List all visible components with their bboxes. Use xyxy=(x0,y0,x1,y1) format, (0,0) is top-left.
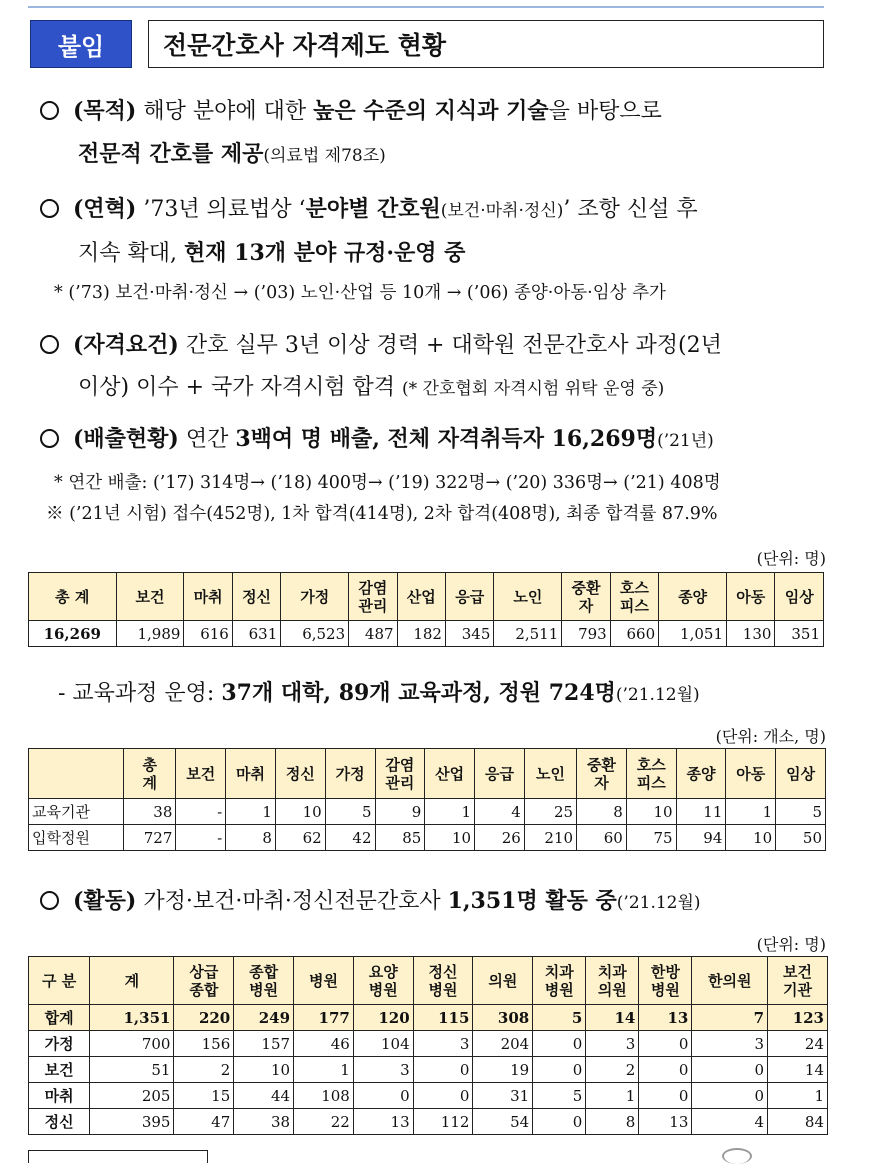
table-cell: 62 xyxy=(275,825,325,851)
table-header-cell: 임상 xyxy=(776,749,826,799)
history-label: (연혁) xyxy=(73,196,137,222)
footer-logo-icon xyxy=(722,1148,752,1164)
table-header-cell: 감염 관리 xyxy=(375,749,425,799)
history-bold: 분야별 간호원 xyxy=(305,196,441,222)
table-cell: 108 xyxy=(294,1083,354,1109)
table-cell: 10 xyxy=(726,825,776,851)
table-cell: 44 xyxy=(234,1083,294,1109)
purpose-text: 해당 분야에 대한 xyxy=(143,99,314,124)
table-cell: 487 xyxy=(349,621,397,647)
table-cell: 8 xyxy=(226,825,276,851)
output-paragraph xyxy=(40,418,830,462)
table-header-cell: 아동 xyxy=(727,573,775,621)
table-cell: 0 xyxy=(692,1083,768,1109)
output-note-1: * 연간 배출: (’17) 314명→ (’18) 400명→ (’19) 322명→ (’20) 336명→ (’21) 408명 xyxy=(54,473,721,493)
table-cell: 727 xyxy=(124,825,176,851)
table-header-cell: 총 계 xyxy=(124,749,176,799)
purpose-bold: 높은 수준의 지식과 기술 xyxy=(313,98,549,124)
table-cell: 가정 xyxy=(29,1031,90,1057)
table-cell: 9 xyxy=(375,799,425,825)
table-cell: 정신 xyxy=(29,1109,90,1135)
table-header-cell: 산업 xyxy=(425,749,475,799)
activity-text: 가정·보건·마취·정신전문간호사 xyxy=(143,889,448,914)
table-cell: 0 xyxy=(639,1083,692,1109)
education-bold: 37개 대학, 89개 교육과정, 정원 724명 xyxy=(221,680,616,706)
table-cell: 3 xyxy=(586,1031,639,1057)
activity-label: (활동) xyxy=(73,888,137,914)
table-header-cell: 가정 xyxy=(281,573,349,621)
table-cell: 249 xyxy=(234,1005,294,1031)
activity-date: (’21.12월) xyxy=(616,893,701,913)
table-cell: 4 xyxy=(692,1109,768,1135)
table-row xyxy=(29,799,826,825)
table-header-cell: 종합 병원 xyxy=(234,957,294,1005)
table-cell: 210 xyxy=(524,825,576,851)
table-cell: 3 xyxy=(692,1031,768,1057)
table-cell: 0 xyxy=(533,1031,586,1057)
output-year: (’21년) xyxy=(657,431,714,451)
table-cell: 합계 xyxy=(29,1005,90,1031)
table-header-cell: 치과 병원 xyxy=(533,957,586,1005)
table-cell: 14 xyxy=(586,1005,639,1031)
table-cell: 631 xyxy=(232,621,280,647)
table-cell: 10 xyxy=(275,799,325,825)
table-cell: 24 xyxy=(768,1031,828,1057)
table-header-cell: 총 계 xyxy=(29,573,117,621)
requirement-label: (자격요건) xyxy=(73,332,179,358)
table-header-cell: 중환 자 xyxy=(562,573,610,621)
table-cell: 1 xyxy=(425,799,475,825)
history-small: (보건·마취·정신) xyxy=(440,201,564,221)
table-cell: 85 xyxy=(375,825,425,851)
table-cell: 1 xyxy=(586,1083,639,1109)
purpose-paragraph xyxy=(40,90,830,177)
table-cell: 1 xyxy=(294,1057,354,1083)
table-cell: 1 xyxy=(768,1083,828,1109)
table-cell: 38 xyxy=(234,1109,294,1135)
circle-bullet-icon xyxy=(40,891,59,910)
table-cell: 0 xyxy=(413,1057,473,1083)
appendix-tag: 붙임 xyxy=(30,20,132,68)
table-header-cell: 감염 관리 xyxy=(349,573,397,621)
purpose-ref: (의료법 제78조) xyxy=(263,146,386,166)
table-header-cell: 의원 xyxy=(473,957,533,1005)
table-cell: 182 xyxy=(397,621,445,647)
table-cell: 104 xyxy=(353,1031,413,1057)
table-cell: 793 xyxy=(562,621,610,647)
table-cell: 0 xyxy=(692,1057,768,1083)
table-row xyxy=(29,1109,828,1135)
table-cell: 0 xyxy=(533,1109,586,1135)
table-cell: 19 xyxy=(473,1057,533,1083)
table-header-cell: 중환 자 xyxy=(577,749,627,799)
table-row xyxy=(29,825,826,851)
table-cell: 60 xyxy=(577,825,627,851)
table-cell: 13 xyxy=(639,1005,692,1031)
output-label: (배출현황) xyxy=(73,426,179,452)
table-cell: 112 xyxy=(413,1109,473,1135)
output-note-2: ※ (’21년 시험) 접수(452명), 1차 합격(414명), 2차 합격(408명), 최종 합격률 87.9% xyxy=(46,504,718,524)
requirement-text-2: 이상) 이수 + 국가 자격시험 합격 xyxy=(78,375,403,400)
table-cell: 7 xyxy=(692,1005,768,1031)
table-row xyxy=(29,1031,828,1057)
table-cell: 5 xyxy=(325,799,375,825)
table-cell: 마취 xyxy=(29,1083,90,1109)
table-cell: 177 xyxy=(294,1005,354,1031)
circle-bullet-icon xyxy=(40,335,59,354)
table-header-cell: 요양 병원 xyxy=(353,957,413,1005)
table-cell: 보건 xyxy=(29,1057,90,1083)
table-header-cell xyxy=(29,749,124,799)
table-header-cell: 보건 xyxy=(176,749,226,799)
table-cell: 204 xyxy=(473,1031,533,1057)
table-cell: 10 xyxy=(234,1057,294,1083)
circle-bullet-icon xyxy=(40,101,59,120)
table-cell: 입학정원 xyxy=(29,825,124,851)
table-header-cell: 한방 병원 xyxy=(639,957,692,1005)
table-cell: - xyxy=(176,799,226,825)
history-text-3: 지속 확대, xyxy=(78,241,184,266)
table-header-cell: 구 분 xyxy=(29,957,90,1005)
table-header-cell: 산업 xyxy=(397,573,445,621)
table-cell: 6,523 xyxy=(281,621,349,647)
top-rule xyxy=(28,6,824,8)
table-cell: 0 xyxy=(413,1083,473,1109)
table-cell: 308 xyxy=(473,1005,533,1031)
table-header-cell: 정신 xyxy=(232,573,280,621)
table-cell: 156 xyxy=(174,1031,234,1057)
table-cell: 395 xyxy=(90,1109,174,1135)
footer-box xyxy=(28,1150,208,1163)
table-cell: 616 xyxy=(184,621,232,647)
table-cell: 50 xyxy=(776,825,826,851)
circle-bullet-icon xyxy=(40,429,59,448)
table3-unit: (단위: 명) xyxy=(756,935,826,954)
table-cell: 13 xyxy=(353,1109,413,1135)
table-cell: 345 xyxy=(445,621,493,647)
table-header-cell: 보건 xyxy=(116,573,184,621)
table-cell: 4 xyxy=(475,799,525,825)
table-header-cell: 노인 xyxy=(494,573,562,621)
table-cell: 14 xyxy=(768,1057,828,1083)
requirement-paragraph xyxy=(40,324,830,410)
table-header-cell: 노인 xyxy=(524,749,576,799)
table-cell: 16,269 xyxy=(29,621,117,647)
table-cell: 3 xyxy=(353,1057,413,1083)
table-row xyxy=(29,1083,828,1109)
table-cell: 54 xyxy=(473,1109,533,1135)
education-table xyxy=(28,748,826,851)
table-cell: 0 xyxy=(533,1057,586,1083)
table-header-cell: 정신 xyxy=(275,749,325,799)
history-bold-2: 현재 13개 분야 규정·운영 중 xyxy=(184,240,466,266)
table-header-cell: 종양 xyxy=(659,573,727,621)
table-cell: 2,511 xyxy=(494,621,562,647)
table-cell: 10 xyxy=(425,825,475,851)
output-text: 연간 xyxy=(185,427,236,452)
table-cell: 46 xyxy=(294,1031,354,1057)
table-cell: 26 xyxy=(475,825,525,851)
activity-table xyxy=(28,956,828,1135)
table-cell: 25 xyxy=(524,799,576,825)
table-cell: 8 xyxy=(577,799,627,825)
table-header-cell: 호스 피스 xyxy=(626,749,676,799)
table-cell: 1 xyxy=(226,799,276,825)
output-table xyxy=(28,572,824,647)
table-header-cell: 병원 xyxy=(294,957,354,1005)
activity-bold: 1,351명 활동 중 xyxy=(447,888,617,914)
table1-unit: (단위: 명) xyxy=(756,549,826,568)
purpose-text-2: 을 바탕으로 xyxy=(548,99,662,124)
requirement-note: (* 간호협회 자격시험 위탁 운영 중) xyxy=(402,379,665,399)
table-header-cell: 치과 의원 xyxy=(586,957,639,1005)
education-date: (’21.12월) xyxy=(615,685,700,705)
table-cell: 교육기관 xyxy=(29,799,124,825)
table-cell: 1,351 xyxy=(90,1005,174,1031)
history-text: ’73년 의료법상 ‘ xyxy=(143,197,306,222)
purpose-label: (목적) xyxy=(73,98,137,124)
table-header-cell: 계 xyxy=(90,957,174,1005)
education-text: - 교육과정 운영: xyxy=(58,681,222,706)
table-header-cell: 마취 xyxy=(184,573,232,621)
table-cell: 22 xyxy=(294,1109,354,1135)
table-cell: 5 xyxy=(533,1005,586,1031)
table-cell: 3 xyxy=(413,1031,473,1057)
table-cell: 205 xyxy=(90,1083,174,1109)
table-cell: 0 xyxy=(353,1083,413,1109)
table-header-cell: 한의원 xyxy=(692,957,768,1005)
table-cell: 2 xyxy=(586,1057,639,1083)
table-row xyxy=(29,1005,828,1031)
table-cell: 120 xyxy=(353,1005,413,1031)
table-header-cell: 마취 xyxy=(226,749,276,799)
table-cell: 115 xyxy=(413,1005,473,1031)
table-cell: 42 xyxy=(325,825,375,851)
table-cell: 13 xyxy=(639,1109,692,1135)
table-cell: 15 xyxy=(174,1083,234,1109)
table-header-cell: 종양 xyxy=(676,749,726,799)
table-cell: 94 xyxy=(676,825,726,851)
table-cell: 5 xyxy=(776,799,826,825)
table-cell: 51 xyxy=(90,1057,174,1083)
table-cell: 84 xyxy=(768,1109,828,1135)
table-cell: 31 xyxy=(473,1083,533,1109)
table-cell: 11 xyxy=(676,799,726,825)
table-row xyxy=(29,1057,828,1083)
table-cell: 1,989 xyxy=(116,621,184,647)
table-cell: - xyxy=(176,825,226,851)
table-cell: 38 xyxy=(124,799,176,825)
output-bold: 3백여 명 배출, 전체 자격취득자 16,269명 xyxy=(235,426,658,452)
history-note: * (’73) 보건·마취·정신 → (’03) 노인·산업 등 10개 → (’06) 종양·아동·임상 추가 xyxy=(54,283,666,303)
table-cell: 351 xyxy=(775,621,824,647)
table-cell: 1 xyxy=(726,799,776,825)
table-cell: 2 xyxy=(174,1057,234,1083)
table-cell: 157 xyxy=(234,1031,294,1057)
table-header-cell: 상급 종합 xyxy=(174,957,234,1005)
circle-bullet-icon xyxy=(40,199,59,218)
table-header-cell: 호스 피스 xyxy=(610,573,658,621)
requirement-text: 간호 실무 3년 이상 경력 + 대학원 전문간호사 과정(2년 xyxy=(185,333,722,358)
education-line xyxy=(58,676,700,707)
table-cell: 0 xyxy=(639,1057,692,1083)
table-cell: 8 xyxy=(586,1109,639,1135)
table-cell: 10 xyxy=(626,799,676,825)
table-cell: 220 xyxy=(174,1005,234,1031)
table-header-cell: 응급 xyxy=(445,573,493,621)
history-text-2: ’ 조항 신설 후 xyxy=(563,197,698,222)
activity-paragraph xyxy=(40,880,830,924)
table-header-cell: 가정 xyxy=(325,749,375,799)
table-cell: 660 xyxy=(610,621,658,647)
table-cell: 123 xyxy=(768,1005,828,1031)
table-header-cell: 보건 기관 xyxy=(768,957,828,1005)
table-header-cell: 응급 xyxy=(475,749,525,799)
table-cell: 130 xyxy=(727,621,775,647)
purpose-bold-2: 전문적 간호를 제공 xyxy=(78,141,264,167)
page-title: 전문간호사 자격제도 현황 xyxy=(148,20,824,68)
table2-unit: (단위: 개소, 명) xyxy=(715,727,826,746)
table-header-cell: 정신 병원 xyxy=(413,957,473,1005)
table-cell: 47 xyxy=(174,1109,234,1135)
table-header-cell: 임상 xyxy=(775,573,824,621)
table-cell: 5 xyxy=(533,1083,586,1109)
table-cell: 1,051 xyxy=(659,621,727,647)
table-cell: 0 xyxy=(639,1031,692,1057)
history-paragraph xyxy=(40,188,830,275)
table-header-cell: 아동 xyxy=(726,749,776,799)
table-cell: 75 xyxy=(626,825,676,851)
table-cell: 700 xyxy=(90,1031,174,1057)
